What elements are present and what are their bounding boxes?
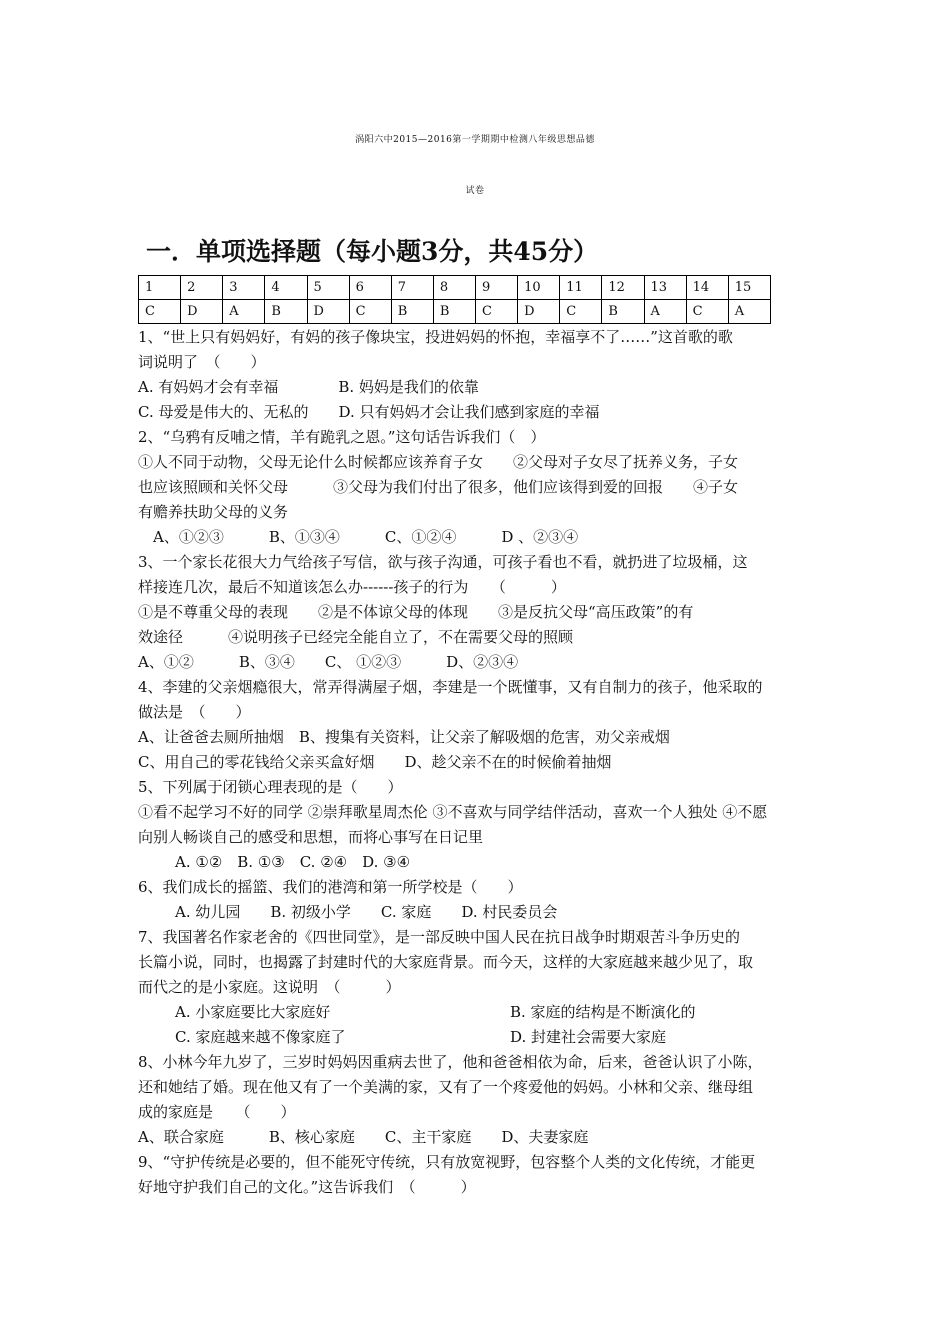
question-number-cell: 12 bbox=[602, 276, 644, 300]
question-9-stem: 9、“守护传统是必要的，但不能死守传统，只有放宽视野，包容整个人类的文化传统，才能更 bbox=[138, 1153, 756, 1171]
question-number-cell: 6 bbox=[349, 276, 391, 300]
answer-table-number-row bbox=[139, 276, 771, 300]
answer-key-table bbox=[138, 275, 771, 324]
question-3-stem: 3、一个家长花很大力气给孩子写信，欲与孩子沟通，可孩子看也不看，就扔进了垃圾桶，这 bbox=[138, 553, 748, 571]
question-number-cell: 13 bbox=[644, 276, 686, 300]
question-5-statements: 向别人畅谈自己的感受和思想，而将心事写在日记里 bbox=[138, 828, 484, 846]
question-3-statements: ①是不尊重父母的表现 ②是不体谅父母的体现 ③是反抗父母“高压政策”的有 bbox=[138, 603, 694, 621]
answer-cell: C bbox=[476, 300, 518, 324]
question-number-cell: 14 bbox=[686, 276, 728, 300]
question-2-statements: ①人不同于动物，父母无论什么时候都应该养育子女 ②父母对子女尽了抚养义务，子女 bbox=[138, 453, 739, 471]
question-number-cell: 15 bbox=[728, 276, 770, 300]
question-5-options: A. ①② B. ①③ C. ②④ D. ③④ bbox=[175, 853, 411, 871]
answer-cell: A bbox=[728, 300, 770, 324]
question-number-cell: 8 bbox=[433, 276, 475, 300]
question-2-stem: 2、“乌鸦有反哺之情，羊有跪乳之恩。”这句话告诉我们（ ） bbox=[138, 428, 546, 446]
question-5-stem: 5、下列属于闭锁心理表现的是（ ） bbox=[138, 778, 403, 796]
answer-cell: C bbox=[139, 300, 181, 324]
question-4-options: A、让爸爸去厕所抽烟 B、搜集有关资料，让父亲了解吸烟的危害，劝父亲戒烟 bbox=[138, 728, 670, 746]
question-9-stem: 好地守护我们自己的文化。”这告诉我们 （ ） bbox=[138, 1178, 476, 1196]
question-number-cell: 7 bbox=[391, 276, 433, 300]
question-number-cell: 9 bbox=[476, 276, 518, 300]
question-number-cell: 1 bbox=[139, 276, 181, 300]
answer-cell: A bbox=[644, 300, 686, 324]
question-7-option-d: D. 封建社会需要大家庭 bbox=[510, 1028, 667, 1046]
question-number-cell: 2 bbox=[181, 276, 223, 300]
question-2-statements: 有赡养扶助父母的义务 bbox=[138, 503, 289, 521]
question-1-stem: 1、“世上只有妈妈好，有妈的孩子像块宝，投进妈妈的怀抱，幸福享不了……”这首歌的歌 bbox=[138, 328, 733, 346]
question-8-stem: 8、小林今年九岁了，三岁时妈妈因重病去世了，他和爸爸相依为命，后来，爸爸认识了小陈， bbox=[138, 1053, 763, 1071]
question-4-stem: 做法是 （ ） bbox=[138, 703, 251, 721]
question-7-stem: 长篇小说，同时，也揭露了封建时代的大家庭背景。而今天，这样的大家庭越来越少见了，取 bbox=[138, 953, 754, 971]
section-heading: 一．单项选择题（每小题3分，共45分） bbox=[146, 237, 599, 266]
question-4-options: C、用自己的零花钱给父亲买盒好烟 D、趁父亲不在的时候偷着抽烟 bbox=[138, 753, 612, 771]
question-2-options: A、①②③ B、①③④ C、①②④ D 、②③④ bbox=[138, 528, 579, 546]
answer-cell: D bbox=[181, 300, 223, 324]
answer-cell: B bbox=[265, 300, 307, 324]
answer-cell: C bbox=[349, 300, 391, 324]
question-8-stem: 成的家庭是 （ ） bbox=[138, 1103, 296, 1121]
question-8-options: A、联合家庭 B、核心家庭 C、主干家庭 D、夫妻家庭 bbox=[138, 1128, 589, 1146]
answer-cell: D bbox=[307, 300, 349, 324]
answer-cell: B bbox=[602, 300, 644, 324]
answer-cell: B bbox=[433, 300, 475, 324]
answer-table-answer-row bbox=[139, 300, 771, 324]
question-8-stem: 还和她结了婚。现在他又有了一个美满的家，又有了一个疼爱他的妈妈。小林和父亲、继母组 bbox=[138, 1078, 754, 1096]
question-2-statements: 也应该照顾和关怀父母 ③父母为我们付出了很多，他们应该得到爱的回报 ④子女 bbox=[138, 478, 739, 496]
question-7-option-c: C. 家庭越来越不像家庭了 bbox=[175, 1028, 346, 1046]
question-3-options: A、①② B、③④ C、 ①②③ D、②③④ bbox=[138, 653, 519, 671]
answer-cell: B bbox=[391, 300, 433, 324]
exam-title: 涡阳六中2015—2016第一学期期中检测八年级思想品德 bbox=[355, 135, 595, 145]
question-1-stem: 词说明了 （ ） bbox=[138, 353, 266, 371]
question-7-stem: 而代之的是小家庭。这说明 （ ） bbox=[138, 978, 401, 996]
question-7-option-a: A. 小家庭要比大家庭好 bbox=[175, 1003, 331, 1021]
question-number-cell: 10 bbox=[518, 276, 560, 300]
question-3-statements: 效途径 ④说明孩子已经完全能自立了，不在需要父母的照顾 bbox=[138, 628, 574, 646]
answer-cell: D bbox=[518, 300, 560, 324]
question-1-options: C. 母爱是伟大的、无私的 D. 只有妈妈才会让我们感到家庭的幸福 bbox=[138, 403, 600, 421]
answer-cell: C bbox=[560, 300, 602, 324]
question-6-options: A. 幼儿园 B. 初级小学 C. 家庭 D. 村民委员会 bbox=[175, 903, 558, 921]
question-5-statements: ①看不起学习不好的同学 ②崇拜歌星周杰伦 ③不喜欢与同学结伴活动，喜欢一个人独处 ④不愿 bbox=[138, 803, 768, 821]
answer-cell: A bbox=[223, 300, 265, 324]
exam-title-continued: 试卷 bbox=[465, 186, 485, 196]
question-number-cell: 11 bbox=[560, 276, 602, 300]
question-4-stem: 4、李建的父亲烟瘾很大，常弄得满屋子烟，李建是一个既懂事，又有自制力的孩子，他采取的 bbox=[138, 678, 763, 696]
question-number-cell: 5 bbox=[307, 276, 349, 300]
question-1-options: A. 有妈妈才会有幸福 B. 妈妈是我们的依靠 bbox=[138, 378, 479, 396]
question-number-cell: 4 bbox=[265, 276, 307, 300]
question-6-stem: 6、我们成长的摇篮、我们的港湾和第一所学校是（ ） bbox=[138, 878, 523, 896]
question-3-stem: 样接连几次，最后不知道该怎么办------孩子的行为 （ ） bbox=[138, 578, 566, 596]
question-number-cell: 3 bbox=[223, 276, 265, 300]
question-7-stem: 7、我国著名作家老舍的《四世同堂》，是一部反映中国人民在抗日战争时期艰苦斗争历史的 bbox=[138, 928, 741, 946]
answer-cell: C bbox=[686, 300, 728, 324]
question-7-option-b: B. 家庭的结构是不断演化的 bbox=[510, 1003, 696, 1021]
